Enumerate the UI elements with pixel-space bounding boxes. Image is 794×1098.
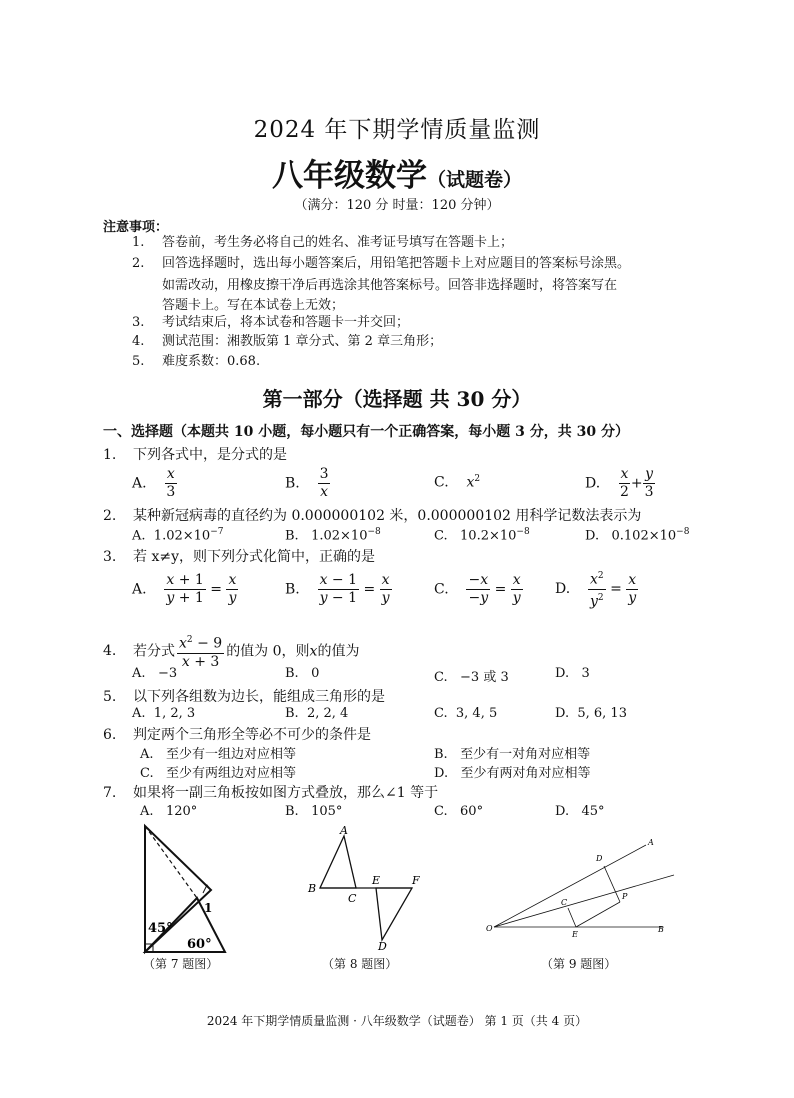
q4-option-a: A. −3 — [132, 666, 178, 681]
exam-title: 2024 年下期学情质量监测 — [253, 117, 541, 143]
figure-7-triangles — [135, 822, 235, 957]
q6-option-c: C. 至少有两组边对应相等 — [140, 766, 297, 781]
question-6: 6. 判定两个三角形全等必不可少的条件是 — [103, 727, 371, 743]
bisector-op — [494, 875, 674, 927]
q7-option-a: A. 120° — [140, 804, 198, 819]
notice-item: 1. 答卷前，考生务必将自己的姓名、准考证号填写在答题卡上； — [132, 235, 514, 250]
fraction: $\frac{3}{x}$ — [319, 466, 329, 500]
label-60: 60° — [187, 937, 212, 952]
figure-7-caption: （第 7 题图） — [143, 957, 219, 971]
point-f: F — [412, 874, 420, 887]
label-45: 45° — [148, 921, 173, 936]
q7-option-c: C. 60° — [434, 804, 484, 819]
label-1: 1 — [204, 901, 213, 915]
q1-option-a: A. $\frac{x}{3}$ — [132, 466, 176, 500]
q2-option-a: A. $1.02\times 10^{-7}$ — [132, 527, 224, 544]
part-one-title: 第一部分（选择题 共 30 分） — [262, 387, 532, 411]
point-b: B — [658, 925, 664, 934]
section-title: 一、选择题（本题共 10 小题，每小题只有一个正确答案，每小题 3 分，共 30 分） — [103, 424, 629, 440]
fraction: $\frac{x}{2}$ — [620, 466, 629, 500]
point-d: D — [378, 940, 387, 952]
triangle-abc — [320, 836, 356, 888]
figure-9-angle — [486, 835, 682, 945]
q7-option-b: B. 105° — [285, 804, 343, 819]
point-a: A — [648, 838, 654, 847]
q4-option-b: B. 0 — [285, 666, 320, 681]
subject-name: 八年级数学 — [271, 158, 427, 194]
point-d: D — [596, 854, 603, 863]
figure-9-caption: （第 9 题图） — [541, 957, 617, 971]
question-1: 1. 下列各式中，是分式的是 — [103, 447, 287, 463]
q1-option-c: C. $x^2$ — [434, 474, 481, 491]
question-2: 2. 某种新冠病毒的直径约为 0.000000102 米，0.000000102 用科学记数法表示为 — [103, 508, 642, 524]
point-p: P — [622, 892, 628, 901]
fraction: $\frac{x}{3}$ — [166, 466, 176, 500]
point-a: A — [340, 824, 348, 837]
question-4: 4. 若分式 $\frac{x^2 - 9}{x + 3}$ 的值为 0，则x的值为 — [103, 632, 359, 671]
segment-pe — [576, 902, 620, 927]
triangle-efd — [376, 888, 412, 940]
segment-dp — [604, 866, 620, 902]
point-c: C — [561, 898, 568, 907]
q4-option-d: D. 3 — [555, 666, 590, 681]
q6-option-a: A. 至少有一组边对应相等 — [140, 747, 296, 762]
question-3: 3. 若 x≠y，则下列分式化简中，正确的是 — [103, 549, 375, 565]
notice-heading: 注意事项： — [103, 220, 169, 235]
subject-title — [0, 150, 794, 195]
q3-option-a: A. $\frac{x + 1}{y + 1}$ = $\frac{x}{y}$ — [132, 572, 237, 606]
q1-option-d: D. $\frac{x}{2}$ + $\frac{y}{3}$ — [585, 466, 654, 500]
figure-8-triangles — [300, 822, 430, 952]
notice-item: 4. 测试范围：湘教版第 1 章分式、第 2 章三角形； — [132, 334, 443, 349]
notice-item-continued: 答题卡上。写在本试卷上无效； — [162, 298, 345, 313]
subject-subtitle: （试题卷） — [426, 169, 522, 191]
point-e: E — [572, 930, 578, 939]
q5-option-b: B. 2, 2, 4 — [285, 706, 349, 721]
q1-option-b: B. $\frac{3}{x}$ — [285, 466, 329, 500]
point-o: O — [486, 924, 493, 933]
fraction: $\frac{y}{3}$ — [644, 466, 654, 500]
q3-option-c: C. $\frac{-x}{-y}$ = $\frac{x}{y}$ — [434, 572, 521, 606]
q4-option-c: C. −3 或 3 — [434, 670, 509, 685]
q2-option-d: D. $0.102\times 10^{-8}$ — [585, 527, 690, 544]
page-footer: 2024 年下期学情质量监测 · 八年级数学（试题卷） 第 1 页（共 4 页） — [206, 1014, 588, 1028]
segment-ce — [568, 908, 576, 927]
score-time-line: （满分：120 分 时量：120 分钟） — [294, 198, 500, 213]
figure-8-caption: （第 8 题图） — [322, 957, 398, 971]
q6-option-b: B. 至少有一对角对应相等 — [434, 747, 591, 762]
q5-option-c: C. 3, 4, 5 — [434, 706, 498, 721]
notice-item: 3. 考试结束后，将本试卷和答题卡一并交回； — [132, 315, 410, 330]
dashed-line — [145, 826, 197, 898]
notice-item: 5. 难度系数：0.68. — [132, 354, 261, 369]
q5-option-d: D. 5, 6, 13 — [555, 706, 627, 721]
q7-option-d: D. 45° — [555, 804, 605, 819]
point-b: B — [308, 882, 317, 895]
notice-item-continued: 如需改动，用橡皮擦干净后再选涂其他答案标号。回答非选择题时，将答案写在 — [162, 278, 618, 293]
q2-option-c: C. $10.2\times 10^{-8}$ — [434, 527, 530, 544]
point-e: E — [372, 874, 381, 887]
notice-item: 2. 回答选择题时，选出每小题答案后，用铅笔把答题卡上对应题目的答案标号涂黑。 — [132, 256, 631, 271]
ray-oa — [494, 845, 646, 927]
question-5: 5. 以下列各组数为边长，能组成三角形的是 — [103, 689, 385, 705]
q2-option-b: B. $1.02\times 10^{-8}$ — [285, 527, 381, 544]
q3-option-b: B. $\frac{x - 1}{y - 1}$ = $\frac{x}{y}$ — [285, 572, 390, 606]
question-7: 7. 如果将一副三角板按如图方式叠放，那么∠1 等于 — [103, 785, 439, 801]
q6-option-d: D. 至少有两对角对应相等 — [434, 766, 591, 781]
q5-option-a: A. 1, 2, 3 — [132, 706, 196, 721]
point-c: C — [348, 892, 357, 905]
q3-option-d: D. $\frac{x^2}{y^2}$ = $\frac{x}{y}$ — [555, 568, 638, 610]
